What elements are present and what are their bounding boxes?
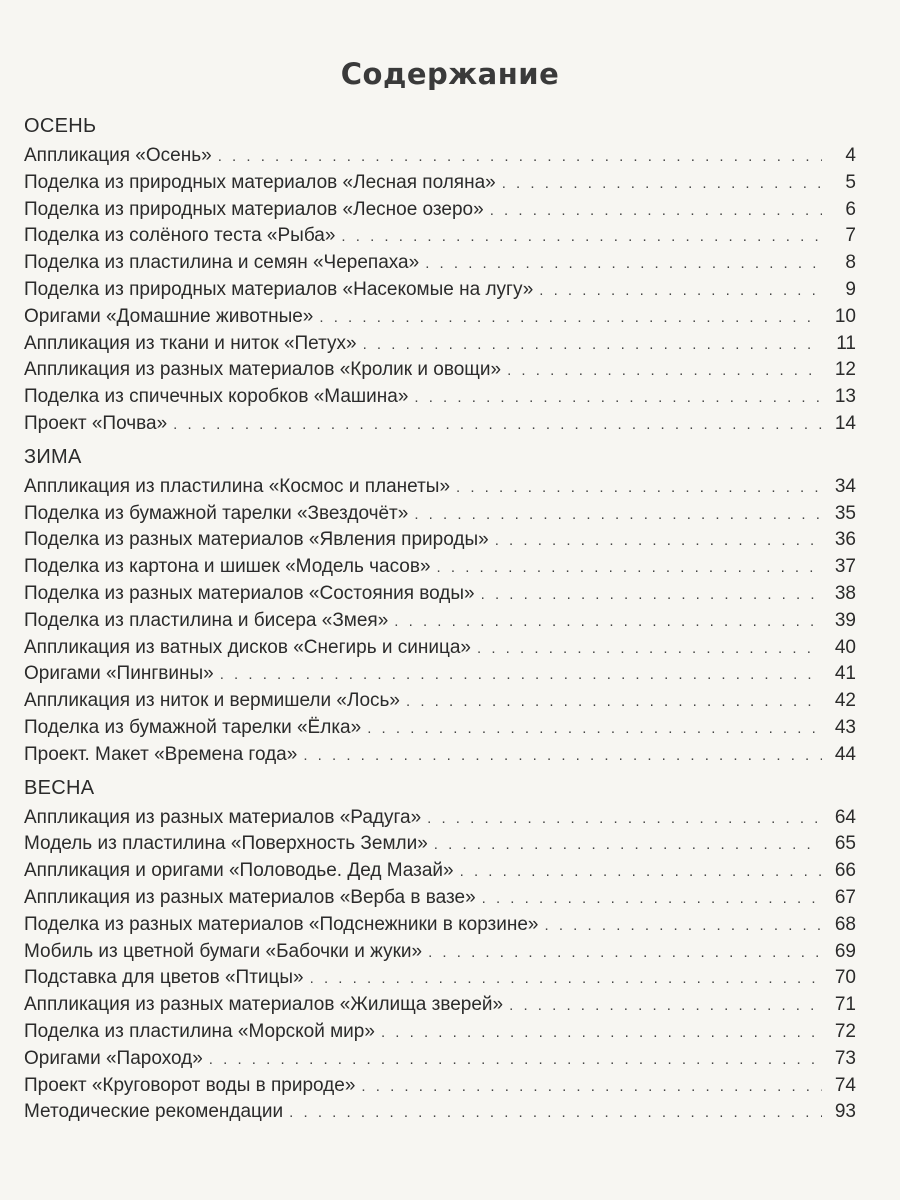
toc-entry xyxy=(24,885,856,912)
dot-leader xyxy=(509,993,822,1020)
entry-title: Проект. Макет «Времена года» xyxy=(24,743,298,765)
entry-page-number: 7 xyxy=(845,225,856,247)
toc-entry xyxy=(24,277,856,304)
dot-leader xyxy=(545,913,822,940)
toc-entry xyxy=(24,384,856,411)
entry-title: Аппликация из разных материалов «Радуга» xyxy=(24,806,422,828)
entry-title: Аппликация из ткани и ниток «Петух» xyxy=(24,332,357,354)
toc-entry xyxy=(24,608,856,635)
entry-page-number: 70 xyxy=(834,967,856,989)
toc-entry xyxy=(24,831,856,858)
entry-page-number: 74 xyxy=(834,1074,856,1096)
toc-entry xyxy=(24,1099,856,1126)
entry-page-number: 43 xyxy=(834,716,856,738)
entry-title: Аппликация из пластилина «Космос и планеты» xyxy=(24,475,451,497)
toc-entry xyxy=(24,912,856,939)
entry-title: Поделка из пластилина и бисера «Змея» xyxy=(24,609,389,631)
toc-entry xyxy=(24,331,856,358)
entry-page-number: 71 xyxy=(834,994,856,1016)
toc-entry xyxy=(24,1046,856,1073)
entry-title: Поделка из разных материалов «Подснежники в корзине» xyxy=(24,913,539,935)
toc-entry xyxy=(24,474,856,501)
entry-title: Аппликация из разных материалов «Верба в вазе» xyxy=(24,886,476,908)
dot-leader xyxy=(220,662,822,689)
entry-title: Аппликация «Осень» xyxy=(24,145,212,166)
dot-leader xyxy=(434,832,822,859)
dot-leader xyxy=(437,555,822,582)
dot-leader xyxy=(502,171,822,198)
dot-leader xyxy=(456,475,822,502)
entry-title: Поделка из разных материалов «Состояния воды» xyxy=(24,582,475,604)
entry-title: Оригами «Домашние животные» xyxy=(24,305,314,327)
entry-page-number: 65 xyxy=(834,833,856,855)
entry-title: Поделка из солёного теста «Рыба» xyxy=(24,225,336,247)
toc-entry xyxy=(24,527,856,554)
dot-leader xyxy=(507,358,822,385)
toc-section xyxy=(24,110,856,438)
dot-leader xyxy=(482,886,822,913)
entry-page-number: 69 xyxy=(834,940,856,962)
dot-leader xyxy=(427,806,822,833)
toc-entry xyxy=(24,992,856,1019)
toc-entry xyxy=(24,688,856,715)
entry-title: Аппликация из ватных дисков «Снегирь и синица» xyxy=(24,636,472,658)
toc-entry xyxy=(24,742,856,769)
dot-leader xyxy=(406,689,822,716)
dot-leader xyxy=(381,1020,822,1047)
entry-page-number: 12 xyxy=(834,359,856,381)
entry-page-number: 41 xyxy=(834,663,856,685)
entry-title: Аппликация из разных материалов «Кролик и овощи» xyxy=(24,359,502,381)
dot-leader xyxy=(303,743,822,770)
entry-title: Поделка из природных материалов «Лесная поляна» xyxy=(24,171,496,193)
entry-page-number: 44 xyxy=(834,743,856,765)
entry-page-number: 38 xyxy=(834,582,856,604)
entry-title: Поделка из бумажной тарелки «Звездочёт» xyxy=(24,502,409,524)
dot-leader xyxy=(477,636,822,663)
dot-leader xyxy=(495,528,822,555)
entry-title: Поделка из пластилина и семян «Черепаха» xyxy=(24,252,420,274)
dot-leader xyxy=(367,716,822,743)
entry-page-number: 4 xyxy=(845,145,856,166)
toc-entry xyxy=(24,250,856,277)
entry-title: Оригами «Пингвины» xyxy=(24,663,214,685)
toc-entry xyxy=(24,939,856,966)
entry-page-number: 37 xyxy=(834,556,856,578)
section-heading: ВЕСНА xyxy=(24,776,95,799)
toc-entry xyxy=(24,143,856,170)
toc-entry xyxy=(24,661,856,688)
dot-leader xyxy=(218,144,822,171)
toc-entry xyxy=(24,858,856,885)
entry-page-number: 39 xyxy=(834,609,856,631)
toc-entry xyxy=(24,411,856,438)
entry-title: Аппликация из разных материалов «Жилища зверей» xyxy=(24,994,504,1016)
entry-title: Поделка из бумажной тарелки «Ёлка» xyxy=(24,716,362,738)
entry-page-number: 42 xyxy=(834,690,856,712)
toc-entry xyxy=(24,357,856,384)
entry-page-number: 66 xyxy=(834,860,856,882)
entry-title: Аппликация из ниток и вермишели «Лось» xyxy=(24,690,400,712)
entry-page-number: 14 xyxy=(834,412,856,434)
entry-page-number: 40 xyxy=(834,636,856,658)
entry-title: Проект «Круговорот воды в природе» xyxy=(24,1074,356,1096)
entry-page-number: 8 xyxy=(845,252,856,274)
dot-leader xyxy=(425,251,822,278)
entry-title: Поделка из картона и шишек «Модель часов» xyxy=(24,556,431,578)
toc-entry xyxy=(24,304,856,331)
entry-title: Поделка из пластилина «Морской мир» xyxy=(24,1020,375,1042)
entry-page-number: 35 xyxy=(834,502,856,524)
entry-title: Методические рекомендации xyxy=(24,1101,284,1123)
dot-leader xyxy=(289,1100,822,1127)
entry-page-number: 10 xyxy=(834,305,856,327)
toc-section xyxy=(24,441,856,769)
entry-title: Поделка из спичечных коробков «Машина» xyxy=(24,386,409,408)
dot-leader xyxy=(310,966,822,993)
entry-page-number: 5 xyxy=(845,171,856,193)
dot-leader xyxy=(428,940,822,967)
dot-leader xyxy=(209,1047,822,1074)
entry-page-number: 72 xyxy=(834,1020,856,1042)
dot-leader xyxy=(319,305,822,332)
entry-title: Оригами «Пароход» xyxy=(24,1047,203,1069)
entry-title: Поделка из природных материалов «Лесное озеро» xyxy=(24,198,484,220)
toc-entry xyxy=(24,501,856,528)
dot-leader xyxy=(414,502,822,529)
toc-entry xyxy=(24,1019,856,1046)
entry-title: Поделка из природных материалов «Насекомые на лугу» xyxy=(24,278,534,300)
entry-page-number: 67 xyxy=(834,886,856,908)
toc-entry xyxy=(24,223,856,250)
toc-entry xyxy=(24,197,856,224)
dot-leader xyxy=(394,609,822,636)
dot-leader xyxy=(481,582,822,609)
toc-entry xyxy=(24,554,856,581)
entry-page-number: 93 xyxy=(834,1101,856,1123)
entry-page-number: 9 xyxy=(845,278,856,300)
section-heading: ОСЕНЬ xyxy=(24,115,97,137)
entry-title: Проект «Почва» xyxy=(24,412,168,434)
entry-title: Поделка из разных материалов «Явления природы» xyxy=(24,529,489,551)
section-heading: ЗИМА xyxy=(24,445,82,468)
entry-page-number: 13 xyxy=(834,386,856,408)
entry-page-number: 36 xyxy=(834,529,856,551)
dot-leader xyxy=(414,385,822,412)
toc-section xyxy=(24,772,856,1127)
toc-entry xyxy=(24,965,856,992)
entry-page-number: 34 xyxy=(834,475,856,497)
toc-entry xyxy=(24,170,856,197)
entry-page-number: 68 xyxy=(834,913,856,935)
toc-entry xyxy=(24,1073,856,1100)
entry-title: Подставка для цветов «Птицы» xyxy=(24,967,304,989)
dot-leader xyxy=(539,278,822,305)
dot-leader xyxy=(490,198,822,225)
toc-entry xyxy=(24,805,856,832)
page-title: Содержание xyxy=(340,57,560,91)
entry-page-number: 6 xyxy=(845,198,856,220)
dot-leader xyxy=(460,859,822,886)
entry-page-number: 11 xyxy=(836,332,856,354)
entry-page-number: 64 xyxy=(834,806,856,828)
dot-leader xyxy=(363,332,822,359)
toc-entry xyxy=(24,581,856,608)
table-of-contents xyxy=(24,110,856,1129)
entry-title: Мобиль из цветной бумаги «Бабочки и жуки» xyxy=(24,940,423,962)
toc-entry xyxy=(24,715,856,742)
entry-page-number: 73 xyxy=(834,1047,856,1069)
toc-entry xyxy=(24,635,856,662)
dot-leader xyxy=(173,412,822,439)
entry-title: Модель из пластилина «Поверхность Земли» xyxy=(24,833,428,855)
dot-leader xyxy=(341,224,822,251)
dot-leader xyxy=(361,1074,822,1101)
entry-title: Аппликация и оригами «Половодье. Дед Мазай» xyxy=(24,860,454,882)
